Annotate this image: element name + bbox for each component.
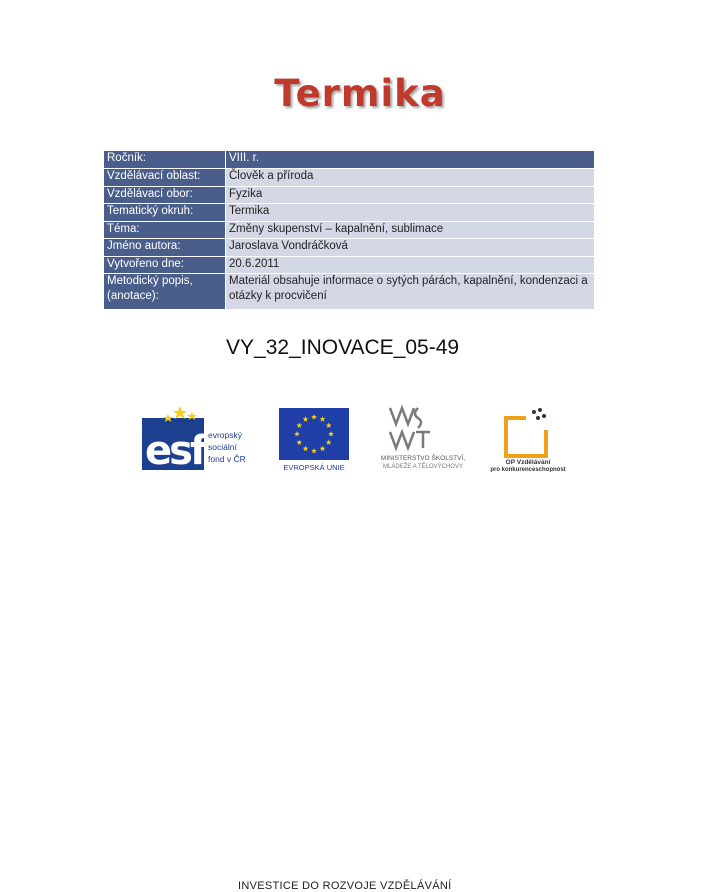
row-value: Jaroslava Vondráčková <box>226 239 595 257</box>
esf-text-1: evropský <box>208 430 243 440</box>
row-label: Metodický popis, (anotace): <box>104 274 226 310</box>
row-label: Jméno autora: <box>104 239 226 257</box>
page-title: Termika <box>274 72 446 115</box>
eu-label: EVROPSKÁ UNIE <box>283 463 345 472</box>
eu-flag-logo <box>274 406 354 472</box>
op-label-2: pro konkurenceschopnost <box>490 467 566 472</box>
svg-text:esf: esf <box>145 428 205 472</box>
row-value: Materiál obsahuje informace o sytých párách, kapalnění, kondenzaci a otázky k procvičení <box>226 274 595 310</box>
table-row <box>104 204 594 222</box>
info-table <box>104 151 594 310</box>
table-row <box>104 221 594 239</box>
op-logo <box>484 404 574 472</box>
logo-caption: INVESTICE DO ROZVOJE VZDĚLÁVÁNÍ <box>238 880 452 892</box>
esf-text-2: sociální <box>208 442 237 452</box>
row-value: Změny skupenství – kapalnění, sublimace <box>226 221 595 239</box>
table-row <box>104 274 594 310</box>
row-label: Téma: <box>104 221 226 239</box>
material-code: VY_32_INOVACE_05-49 <box>226 336 460 359</box>
esf-logo <box>140 404 270 472</box>
table-row <box>104 239 594 257</box>
esf-text-3: fond v ČR <box>208 454 246 464</box>
logo-strip <box>0 400 720 892</box>
table-row <box>104 186 594 204</box>
row-value: Člověk a příroda <box>226 169 595 187</box>
row-value: Termika <box>226 204 595 222</box>
row-label: Vzdělávací obor: <box>104 186 226 204</box>
op-label-1: OP Vzdělávání <box>505 459 551 466</box>
msmt-label-2: MLÁDEŽE A TĚLOVÝCHOVY <box>383 464 463 470</box>
row-value: Fyzika <box>226 186 595 204</box>
row-label: Ročník: <box>104 151 226 169</box>
row-label: Vzdělávací oblast: <box>104 169 226 187</box>
table-row <box>104 169 594 187</box>
table-row <box>104 256 594 274</box>
row-value: VIII. r. <box>226 151 595 169</box>
row-label: Vytvořeno dne: <box>104 256 226 274</box>
msmt-label-1: MINISTERSTVO ŠKOLSTVÍ, <box>380 455 466 462</box>
msmt-logo <box>368 402 478 472</box>
row-label: Tematický okruh: <box>104 204 226 222</box>
table-row <box>104 151 594 169</box>
row-value: 20.6.2011 <box>226 256 595 274</box>
